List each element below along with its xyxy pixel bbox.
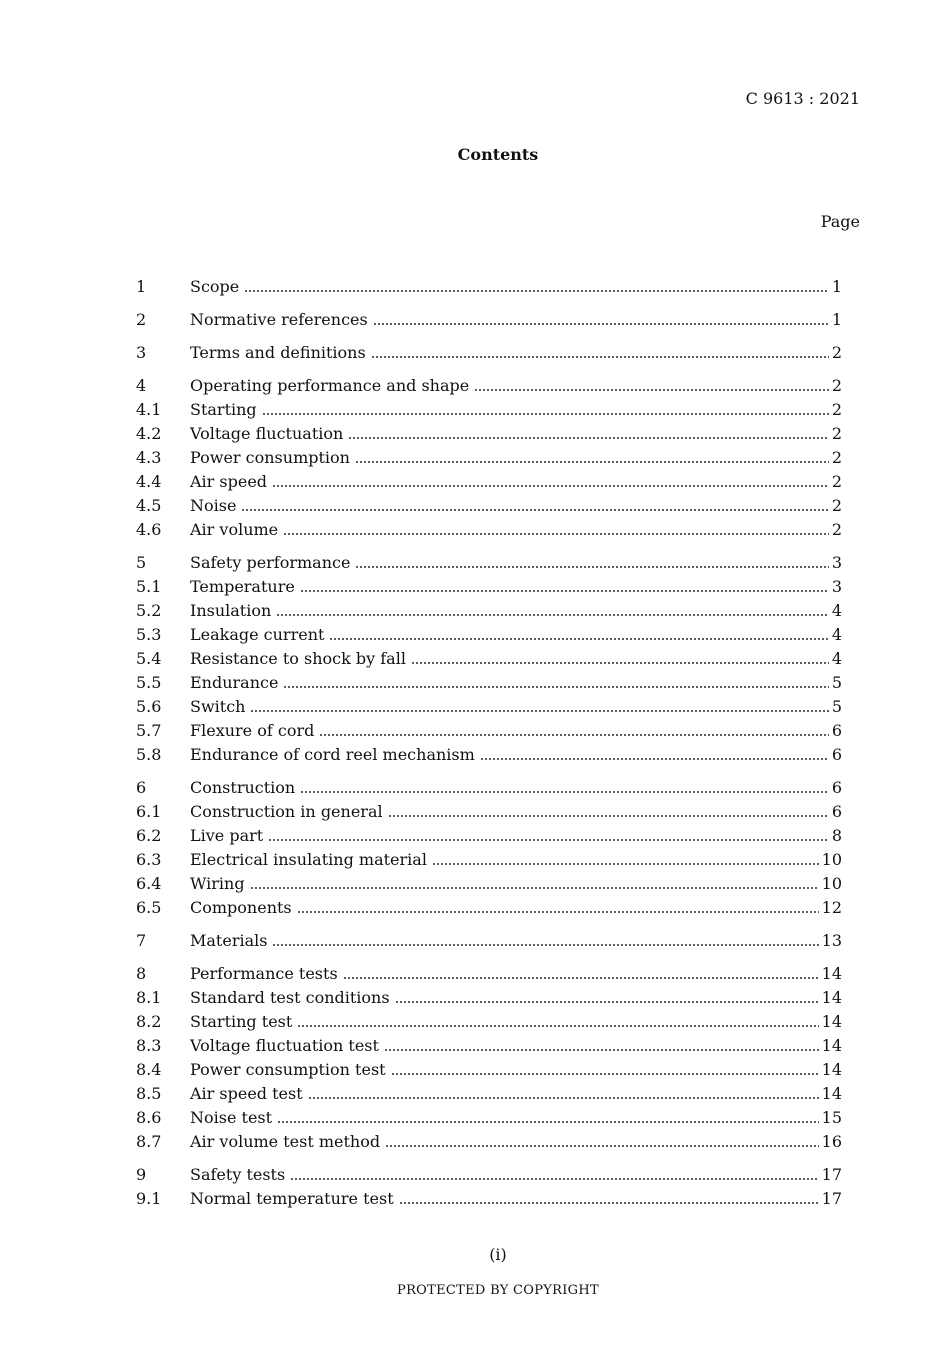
toc-entry-title: Leakage current <box>190 625 325 644</box>
toc-entry <box>136 1132 842 1156</box>
toc-entry <box>136 424 842 448</box>
toc-entry-page: 14 <box>821 1036 842 1055</box>
dot-leader <box>262 400 829 424</box>
toc-entry <box>136 931 842 955</box>
toc-entry-title: Standard test conditions <box>190 988 390 1007</box>
dot-leader <box>283 673 828 697</box>
toc-entry <box>136 625 842 649</box>
toc-entry-title: Scope <box>190 277 240 296</box>
toc-entry-page: 1 <box>831 277 842 296</box>
toc-entry-page: 2 <box>831 472 842 491</box>
toc-entry <box>136 553 842 577</box>
toc-entry <box>136 601 842 625</box>
dot-leader <box>272 931 818 955</box>
toc-entry <box>136 802 842 826</box>
toc-entry-number: 5.2 <box>136 601 162 620</box>
toc-entry <box>136 343 842 367</box>
toc-entry-page: 4 <box>831 601 842 620</box>
toc-entry-number: 4.2 <box>136 424 162 443</box>
page-column-label: Page <box>820 212 860 231</box>
toc-entry-title: Air volume test method <box>190 1132 381 1151</box>
toc-entry <box>136 874 842 898</box>
toc-entry-page: 14 <box>821 1012 842 1031</box>
toc-entry-title: Performance tests <box>190 964 338 983</box>
toc-entry-number: 4.4 <box>136 472 162 491</box>
toc-entry-page: 16 <box>821 1132 842 1151</box>
toc-entry-number: 8.2 <box>136 1012 162 1031</box>
toc-entry <box>136 697 842 721</box>
toc-entry-page: 4 <box>831 649 842 668</box>
footer-page-number: (i) <box>489 1245 507 1264</box>
dot-leader <box>385 1132 819 1156</box>
toc-entry-number: 4 <box>136 376 147 395</box>
dot-leader <box>399 1189 819 1213</box>
toc-entry-title: Wiring <box>190 874 245 893</box>
toc-entry-number: 6.5 <box>136 898 162 917</box>
toc-entry <box>136 310 842 334</box>
toc-entry-title: Endurance <box>190 673 279 692</box>
dot-leader <box>268 826 829 850</box>
dot-leader <box>373 310 829 334</box>
toc-entry-page: 2 <box>831 424 842 443</box>
toc-entry <box>136 472 842 496</box>
toc-entry-title: Temperature <box>190 577 295 596</box>
dot-leader <box>371 343 829 367</box>
copyright-notice: PROTECTED BY COPYRIGHT <box>397 1283 599 1298</box>
dot-leader <box>343 964 819 988</box>
toc-entry <box>136 850 842 874</box>
toc-entry-title: Air speed <box>190 472 268 491</box>
dot-leader <box>244 277 829 301</box>
toc-entry-title: Power consumption test <box>190 1060 386 1079</box>
toc-entry-title: Noise <box>190 496 237 515</box>
toc-entry-number: 6.3 <box>136 850 162 869</box>
dot-leader <box>319 721 828 745</box>
toc-entry <box>136 1084 842 1108</box>
standard-code: C 9613 : 2021 <box>745 89 860 108</box>
toc-entry <box>136 1060 842 1084</box>
dot-leader <box>384 1036 819 1060</box>
dot-leader <box>250 874 819 898</box>
toc-entry-page: 6 <box>831 745 842 764</box>
toc-entry-number: 7 <box>136 931 147 950</box>
toc-entry-title: Normative references <box>190 310 368 329</box>
dot-leader <box>277 1108 819 1132</box>
toc-entry-number: 5.7 <box>136 721 162 740</box>
toc-entry <box>136 496 842 520</box>
toc-entry-page: 2 <box>831 400 842 419</box>
toc-entry-number: 5.4 <box>136 649 162 668</box>
toc-entry-number: 8.1 <box>136 988 162 1007</box>
dot-leader <box>329 625 828 649</box>
toc-entry-number: 8.6 <box>136 1108 162 1127</box>
toc-entry-page: 14 <box>821 1084 842 1103</box>
toc-entry-page: 14 <box>821 964 842 983</box>
toc-entry-number: 6 <box>136 778 147 797</box>
page-title: Contents <box>457 145 539 164</box>
toc-entry-page: 1 <box>831 310 842 329</box>
dot-leader <box>480 745 829 769</box>
toc-entry <box>136 400 842 424</box>
toc-entry-title: Voltage fluctuation test <box>190 1036 379 1055</box>
toc-entry <box>136 826 842 850</box>
toc-entry <box>136 1189 842 1213</box>
toc-entry-page: 13 <box>821 931 842 950</box>
toc-entry <box>136 1036 842 1060</box>
toc-entry <box>136 898 842 922</box>
toc-entry-number: 6.2 <box>136 826 162 845</box>
toc-entry-title: Operating performance and shape <box>190 376 470 395</box>
toc-entry-page: 6 <box>831 778 842 797</box>
dot-leader <box>355 448 829 472</box>
dot-leader <box>297 898 819 922</box>
toc-entry-title: Starting test <box>190 1012 293 1031</box>
table-of-contents <box>136 277 842 1213</box>
toc-entry-title: Safety performance <box>190 553 351 572</box>
toc-entry <box>136 1108 842 1132</box>
toc-entry <box>136 1165 842 1189</box>
dot-leader <box>241 496 828 520</box>
toc-entry-page: 6 <box>831 802 842 821</box>
toc-entry-number: 8.3 <box>136 1036 162 1055</box>
toc-entry <box>136 577 842 601</box>
toc-entry-title: Live part <box>190 826 264 845</box>
toc-entry <box>136 673 842 697</box>
toc-entry-title: Safety tests <box>190 1165 286 1184</box>
toc-entry-title: Power consumption <box>190 448 350 467</box>
toc-entry <box>136 1012 842 1036</box>
toc-entry <box>136 448 842 472</box>
toc-entry-number: 5.1 <box>136 577 162 596</box>
toc-entry-page: 4 <box>831 625 842 644</box>
toc-entry <box>136 778 842 802</box>
toc-entry-number: 5.3 <box>136 625 162 644</box>
toc-entry-number: 5 <box>136 553 147 572</box>
dot-leader <box>272 472 829 496</box>
toc-entry-number: 8.5 <box>136 1084 162 1103</box>
toc-entry <box>136 988 842 1012</box>
toc-entry <box>136 964 842 988</box>
toc-entry-page: 2 <box>831 496 842 515</box>
toc-entry-page: 15 <box>821 1108 842 1127</box>
toc-entry-title: Materials <box>190 931 268 950</box>
dot-leader <box>250 697 828 721</box>
toc-entry-page: 10 <box>821 850 842 869</box>
toc-entry-title: Endurance of cord reel mechanism <box>190 745 475 764</box>
toc-entry-title: Noise test <box>190 1108 273 1127</box>
dot-leader <box>300 577 829 601</box>
toc-entry-number: 4.6 <box>136 520 162 539</box>
dot-leader <box>391 1060 819 1084</box>
toc-entry-title: Terms and definitions <box>190 343 366 362</box>
toc-entry-number: 9 <box>136 1165 147 1184</box>
toc-entry-page: 10 <box>821 874 842 893</box>
toc-entry <box>136 649 842 673</box>
toc-entry-page: 5 <box>831 673 842 692</box>
toc-entry <box>136 376 842 400</box>
toc-entry-title: Switch <box>190 697 246 716</box>
dot-leader <box>388 802 829 826</box>
toc-entry-number: 6.4 <box>136 874 162 893</box>
dot-leader <box>355 553 828 577</box>
toc-entry-number: 1 <box>136 277 147 296</box>
toc-entry-number: 4.1 <box>136 400 162 419</box>
toc-entry-page: 2 <box>831 448 842 467</box>
toc-entry-title: Construction <box>190 778 296 797</box>
toc-entry-title: Air volume <box>190 520 279 539</box>
toc-entry-page: 17 <box>821 1189 842 1208</box>
toc-entry-number: 5.6 <box>136 697 162 716</box>
toc-entry-title: Construction in general <box>190 802 383 821</box>
dot-leader <box>283 520 829 544</box>
toc-entry-number: 2 <box>136 310 147 329</box>
dot-leader <box>308 1084 819 1108</box>
dot-leader <box>276 601 829 625</box>
toc-entry-page: 14 <box>821 1060 842 1079</box>
toc-entry-number: 3 <box>136 343 147 362</box>
toc-entry-number: 6.1 <box>136 802 162 821</box>
toc-entry-number: 8.7 <box>136 1132 162 1151</box>
toc-entry-title: Electrical insulating material <box>190 850 427 869</box>
toc-entry-number: 8.4 <box>136 1060 162 1079</box>
toc-entry-page: 17 <box>821 1165 842 1184</box>
toc-entry-title: Air speed test <box>190 1084 303 1103</box>
toc-entry-page: 8 <box>831 826 842 845</box>
dot-leader <box>395 988 819 1012</box>
toc-entry <box>136 721 842 745</box>
toc-entry-title: Resistance to shock by fall <box>190 649 406 668</box>
toc-entry-number: 4.3 <box>136 448 162 467</box>
toc-entry-page: 12 <box>821 898 842 917</box>
toc-entry <box>136 745 842 769</box>
toc-entry-page: 6 <box>831 721 842 740</box>
toc-entry-title: Voltage fluctuation <box>190 424 344 443</box>
toc-entry-page: 3 <box>831 577 842 596</box>
dot-leader <box>290 1165 818 1189</box>
toc-entry-number: 5.5 <box>136 673 162 692</box>
toc-entry-title: Normal temperature test <box>190 1189 394 1208</box>
dot-leader <box>348 424 829 448</box>
dot-leader <box>297 1012 818 1036</box>
dot-leader <box>474 376 829 400</box>
toc-entry-page: 14 <box>821 988 842 1007</box>
toc-entry-page: 5 <box>831 697 842 716</box>
toc-entry <box>136 520 842 544</box>
toc-entry-number: 4.5 <box>136 496 162 515</box>
toc-entry-page: 3 <box>831 553 842 572</box>
toc-entry-page: 2 <box>831 376 842 395</box>
toc-entry-title: Insulation <box>190 601 272 620</box>
toc-entry-number: 8 <box>136 964 147 983</box>
toc-entry <box>136 277 842 301</box>
toc-entry-number: 5.8 <box>136 745 162 764</box>
dot-leader <box>411 649 829 673</box>
dot-leader <box>300 778 829 802</box>
toc-entry-page: 2 <box>831 520 842 539</box>
toc-entry-title: Flexure of cord <box>190 721 315 740</box>
toc-entry-page: 2 <box>831 343 842 362</box>
toc-entry-number: 9.1 <box>136 1189 162 1208</box>
toc-entry-title: Starting <box>190 400 257 419</box>
toc-entry-title: Components <box>190 898 292 917</box>
dot-leader <box>432 850 819 874</box>
